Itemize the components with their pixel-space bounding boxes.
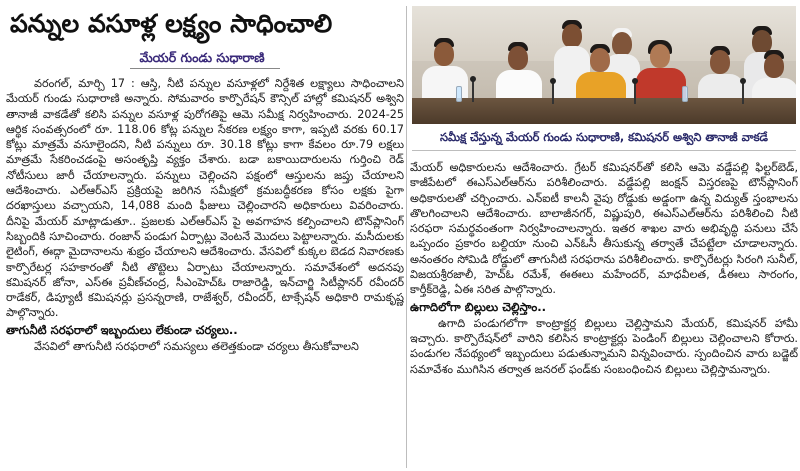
section-subhead: తాగునీటి సరఫరాలో ఇబ్బందులు లేకుండా చర్యలు..: [6, 322, 238, 337]
byline-underline: [130, 68, 280, 69]
water-bottle-icon: [456, 86, 462, 102]
photo-table: [412, 98, 796, 124]
section-subhead: ఉగాదిలోగా బిల్లులు చెల్లిస్తాం..: [410, 299, 547, 314]
news-photo: [412, 6, 796, 124]
article-paragraph: వేసవిలో తాగునీటి సరఫరాలో సమస్యలు తలెత్తకుండా చర్యలు తీసుకోవాలని: [34, 339, 359, 353]
microphone-icon: [472, 80, 474, 102]
article-paragraph: వరంగల్, మార్చి 17 : ఆస్తి, నీటి పన్నుల వసూళ్లలో నిర్దేశిత లక్ష్యాలు సాధించాలని మేయర్ గుండు సుధారాణి అన్నారు. సోమవారం కార్పొరేషన్ కౌన్సిల్ హాల్లో కమిషనర్ అశ్విని తానాజీ వాకడేతో కలిసి పన్నుల వసూళ్ల పురోగతిపై ఆమె సమీక్ష నిర్వహించారు. 2024-25 ఆర్థిక సంవత్సరంలో రూ. 118.06 కోట్ల పన్నుల సేకరణ లక్ష్యం కాగా, ఇప్పటి వరకు 60.17 కోట్లు మాత్రమే వసూలైందని, నీటి పన్నులు రూ. 30.18 కోట్లు కాగా కేవలం రూ.79 లక్షలు మాత్రమే సేకరించడంపై అసంతృప్తి వ్యక్తం చేశారు. బడా బకాయిదారులను గుర్తించి రెడ్ నోటీసులు జారీ చేయాలన్నారు. పన్నులు చెల్లించని పక్షంలో ఆస్తులను జప్తు చేయాలని ఆదేశించారు. ఎల్ఆర్ఎస్ ప్రక్రియపై జరిగిన సమీక్షలో క్రమబద్ధీకరణ కోసం లక్షకు పైగా దరఖాస్తులు వచ్చాయని, 14,088 మంది ఫీజులు చెల్లించారని అధికారులు వివరించారు. దీనిపై మేయర్ మాట్లాడుతూ.. ప్రజలకు ఎల్ఆర్ఎస్ పై అవగాహన కల్పించాలని టౌన్‌ప్లానింగ్ సిబ్బందికి సూచించారు. రంజాన్ పండుగ ఏర్పాట్లు వెంటనే మొదలు పెట్టాలన్నారు. మసీదులకు లైటింగ్, ఈద్గా మైదానాలను శుభ్రం చేయాలని ఆదేశించారు. వేసవిలో కుక్కల బెడద నివారణకు కార్పొరేటర్ల సహకారంతో నీటి తొట్టెలు ఏర్పాటు చేయాలన్నారు. సమావేశంలో అదనపు కమిషనర్ జోనా, ఎస్ఈ ప్రవీణ్‌చంద్ర, సీఎంహెచ్ఓ రాజారెడ్డి, ఇన్‌చార్జి సిటీప్లానర్ రవీందర్ రాడేకర్, డిప్యూటీ కమిషనర్లు ప్రసన్నరాణి, రాజేశ్వర్, రవీందర్, టాక్సేషన్ అధికారి రామకృష్ణ పాల్గొన్నారు.: [6, 77, 404, 320]
headline: పన్నుల వసూళ్ల లక్ష్యం సాధించాలి: [10, 9, 333, 38]
article-paragraph: మేయర్ అధికారులను ఆదేశించారు. గ్రేటర్ కమిషనర్‌తో కలిసి ఆమె వడ్డేపల్లి ఫిల్టర్‌బెడ్, కాజీపేటలో ఈఎస్ఎల్ఆర్‌ను పరిశీలించారు. వడ్డేపల్లి జంక్షన్ విస్తరణపై టౌన్‌ప్లానింగ్ అధికారులతో చర్చించారు. ఎన్ఐటీ కాలనీ వైపు రోడ్డుకు అడ్డంగా ఉన్న విద్యుత్ స్తంభాలను తొలగించాలని ఆదేశించారు. బాలాజీనగర్, విష్ణుపురి, ఈఎస్ఎల్ఆర్‌ను పరిశీలించి నీటి సరఫరా సమర్థవంతంగా నిర్వహించాలన్నారు. ఇతర శాఖల వారు అభివృద్ధి పనులు చేసే ఒప్పందం ప్రకారం బల్దియా నుంచి ఎన్ఓసీ తీసుకున్న తర్వాతే చేపట్టేలా చూడాలన్నారు. అనంతరం సోమిడి రోడ్డులో తాగునీటి సరఫరాను పరిశీలించారు. కార్పొరేటర్లు సిరంగి సునీల్, విజయశ్రీరజాలీ, హెచ్ఓ రమేశ్, ఈఈలు మహేందర్, మాధవీలత, డీఈలు సారంగం, కార్తీక్‌రెడ్డి, ఏఈ సరిత పాల్గొన్నారు.: [410, 161, 798, 297]
article-paragraph: ఉగాది పండుగలోగా కాంట్రాక్టర్ల బిల్లులు చెల్లిస్తామని మేయర్, కమిషనర్ హామీ ఇచ్చారు. కార్పొరేషన్‌లో వారిని కలిసిన కాంట్రాక్టర్లు పెండింగ్ బిల్లులు చెల్లించాలని కోరారు. పండుగల నేపథ్యంలో ఇబ్బందులు పడుతున్నామని విన్నవించారు. స్పందించిన వారు బడ్జెట్ సమావేశం ముగిసిన తర్వాత జనరల్ ఫండ్‌కు సంబంధించిన బిల్లులు చెల్లిస్తామన్నారు.: [410, 316, 798, 376]
right-column: [410, 160, 798, 470]
microphone-icon: [742, 82, 744, 104]
caption-divider: [412, 150, 796, 151]
left-column: [6, 76, 404, 468]
column-divider: [406, 6, 407, 468]
photo-caption: సమీక్ష చేస్తున్న మేయర్ గుండు సుధారాణి, కమిషనర్ అశ్విని తానాజీ వాకడే: [440, 130, 768, 144]
water-bottle-icon: [682, 86, 688, 102]
microphone-icon: [552, 82, 554, 104]
byline: మేయర్ గుండు సుధారాణి: [139, 50, 265, 65]
microphone-icon: [634, 82, 636, 104]
